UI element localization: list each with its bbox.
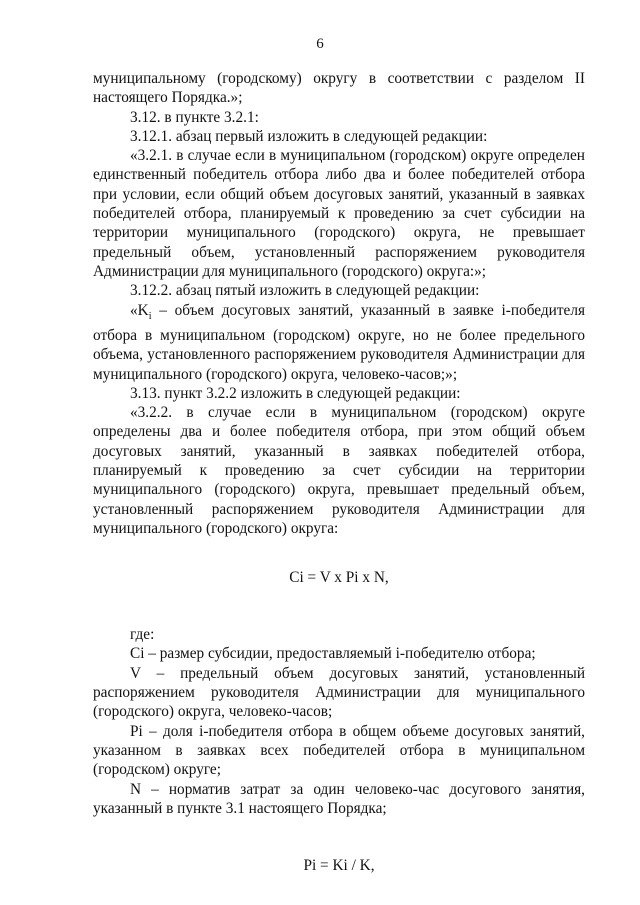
paragraph-pi-definition: Pi – доля i-победителя отбора в общем объеме досуговых занятий, указанном в заявках всех победителей отбора в муниципальном (городском) округе; bbox=[93, 722, 585, 779]
paragraph-3-12: 3.12. в пункте 3.2.1: bbox=[130, 108, 259, 126]
paragraph-ci-definition: Ci – размер субсидии, предоставляемый i-победителю отбора; bbox=[130, 645, 536, 663]
formula-ci: Ci = V x Pi x N, bbox=[289, 569, 389, 587]
ki-prefix: «K bbox=[130, 301, 149, 319]
paragraph-3-12-2: 3.12.2. абзац пятый изложить в следующей редакции: bbox=[130, 282, 480, 300]
paragraph-3-13: 3.13. пункт 3.2.2 изложить в следующей редакции: bbox=[130, 384, 461, 402]
paragraph-n-definition: N – норматив затрат за один человеко-час досугового занятия, указанный в пункте 3.1 настоящего Порядка; bbox=[93, 780, 585, 817]
paragraph-3-12-1: 3.12.1. абзац первый изложить в следующей редакции: bbox=[130, 127, 488, 145]
paragraph-quote-3-2-1: «3.2.1. в случае если в муниципальном (городском) округе определен единственный победитель отбора либо два и более победителей отбора при условии, если общий объем досуговых занятий, указанный в заявках победителей отбора, планируемый к проведению за счет субсидии на территории муниципального (городского) округа, не превышает предельный объем, установленный распоряжением руководителя Администрации для муниципального (городского) округа:»; bbox=[93, 147, 585, 280]
paragraph-v-definition: V – предельный объем досуговых занятий, установленный распоряжением руководителя Администрации для муниципального (городского) округа, человеко-часов; bbox=[93, 664, 585, 721]
formula-pi: Pi = Ki / K, bbox=[303, 857, 375, 875]
document-body bbox=[93, 69, 585, 875]
paragraph-where: где: bbox=[130, 626, 155, 644]
paragraph-ki-definition bbox=[93, 301, 585, 384]
paragraph-continuation: муниципальному (городскому) округу в соответствии с разделом II настоящего Порядка.»; bbox=[93, 70, 585, 107]
ki-subscript: i bbox=[148, 310, 152, 322]
paragraph-quote-3-2-2: «3.2.2. в случае если в муниципальном (городском) округе определены два и более победителя отбора, при этом общий объем досуговых занятий, указанный в заявках победителей отбора, планируемый к проведению за счет субсидии на территории муниципального (городского) округа, превышает предельный объем, установленный распоряжением руководителя Администрации для муниципального (городского) округа: bbox=[93, 404, 585, 537]
page-number: 6 bbox=[316, 36, 324, 52]
ki-definition-text: – объем досуговых занятий, указанный в заявке i-победителя отбора в муниципальном (городском) округе, но не более предельного объема, установленного распоряжением руководителя Администрации для муниципального (городского) округа, человеко-часов;»; bbox=[93, 301, 585, 383]
